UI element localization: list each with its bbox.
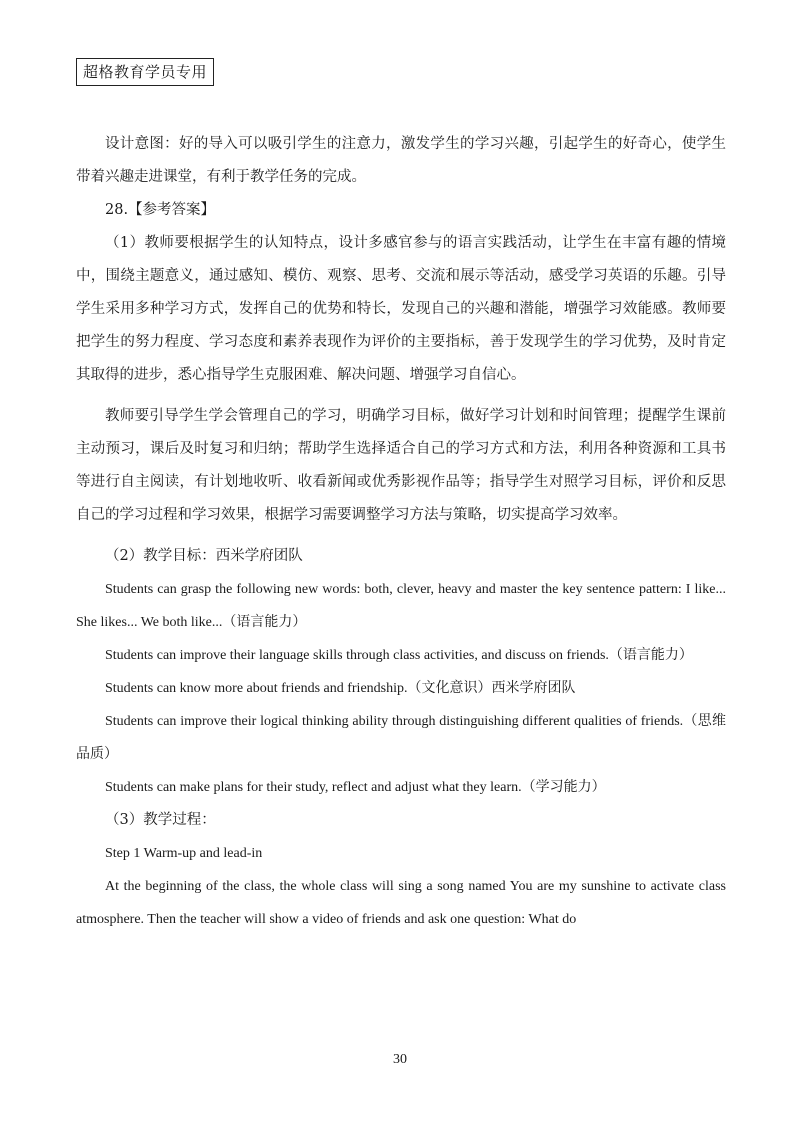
design-intent-paragraph: 设计意图：好的导入可以吸引学生的注意力，激发学生的学习兴趣，引起学生的好奇心，使学生带着兴趣走进课堂，有利于教学任务的完成。 bbox=[76, 136, 726, 185]
step-1-heading: Step 1 Warm-up and lead-in bbox=[105, 846, 263, 861]
teaching-objectives-heading: （2）教学目标：西米学府团队 bbox=[105, 548, 303, 564]
teaching-process-heading: （3）教学过程： bbox=[105, 812, 216, 828]
objective-cultural-awareness: Students can know more about friends and friendship.（文化意识）西米学府团队 bbox=[105, 681, 576, 696]
objective-language-ability: Students can grasp the following new words: both, clever, heavy and master the key sentence pattern: I like... She likes... We both like...（语言能力） bbox=[76, 582, 726, 630]
objective-thinking-quality: Students can improve their logical thinking ability through distinguishing different qualities of friends.（思维品质） bbox=[76, 714, 726, 762]
learning-management-paragraph: 教师要引导学生学会管理自己的学习，明确学习目标，做好学习计划和时间管理；提醒学生课前主动预习，课后及时复习和归纳；帮助学生选择适合自己的学习方式和方法，利用各种资源和工具书等进行自主阅读，有计划地收听、收看新闻或优秀影视作品等；指导学生对照学习目标，评价和反思自己的学习过程和学习效果，根据学习需要调整学习方法与策略，切实提高学习效率。 bbox=[76, 408, 726, 523]
objective-learning-ability: Students can make plans for their study, reflect and adjust what they learn.（学习能力） bbox=[105, 780, 606, 795]
step-1-paragraph: At the beginning of the class, the whole class will sing a song named You are my sunshine to activate class atmosphere. Then the teacher will show a video of friends and ask one question: What do bbox=[76, 879, 726, 927]
objective-language-skills: Students can improve their language skills through class activities, and discuss on friends.（语言能力） bbox=[105, 648, 693, 663]
question-28-heading: 28.【参考答案】 bbox=[105, 202, 216, 218]
document-body bbox=[76, 128, 726, 936]
page-number: 30 bbox=[393, 1052, 407, 1067]
answer-part-1-paragraph: （1）教师要根据学生的认知特点，设计多感官参与的语言实践活动，让学生在丰富有趣的情境中，围绕主题意义，通过感知、模仿、观察、思考、交流和展示等活动，感受学习英语的乐趣。引导学生采用多种学习方式，发挥自己的优势和特长，发现自己的兴趣和潜能，增强学习效能感。教师要把学生的努力程度、学习态度和素养表现作为评价的主要指标，善于发现学生的学习优势，及时肯定其取得的进步，悉心指导学生克服困难、解决问题、增强学习自信心。 bbox=[76, 235, 726, 383]
watermark-stamp: 超格教育学员专用 bbox=[76, 58, 214, 86]
